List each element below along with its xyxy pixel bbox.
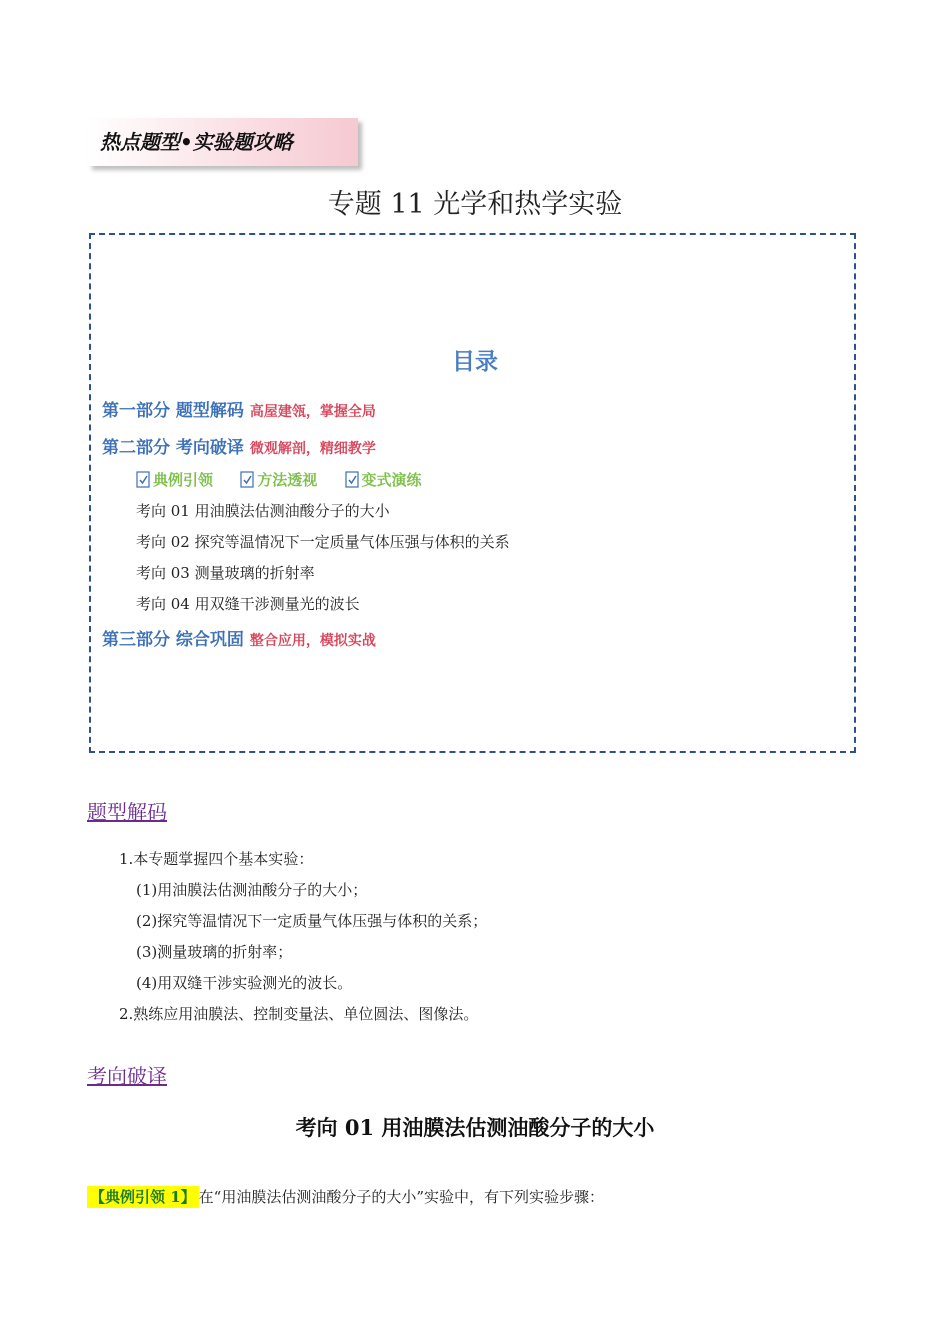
toc-part-sub: 整合应用，模拟实战	[249, 633, 376, 649]
body-line: (1)用油膜法估测油酸分子的大小；	[136, 881, 368, 899]
document-check-icon	[240, 471, 255, 488]
toc-part-head: 第三部分 综合巩固	[102, 630, 244, 650]
toc-tag-label: 变式演练	[361, 471, 422, 489]
toc-part-head: 第二部分 考向破译	[102, 438, 244, 458]
toc-part-sub: 微观解剖，精细教学	[249, 441, 376, 457]
toc-part-head: 第一部分 题型解码	[102, 401, 244, 421]
toc-tags	[136, 469, 444, 490]
toc-tag	[345, 469, 422, 490]
example-paragraph	[87, 1186, 604, 1207]
example-tag: 【典例引领 1】	[87, 1186, 199, 1208]
section-heading-decode[interactable]: 题型解码	[87, 800, 167, 824]
toc-item[interactable]: 考向 03 测量玻璃的折射率	[136, 564, 315, 582]
toc-tag-label: 方法透视	[257, 471, 318, 489]
toc-part-sub: 高屋建瓴，掌握全局	[249, 404, 376, 420]
toc-part-1[interactable]	[102, 396, 376, 421]
toc-item[interactable]: 考向 04 用双缝干涉测量光的波长	[136, 595, 360, 613]
body-line: 2.熟练应用油膜法、控制变量法、单位圆法、图像法。	[119, 1005, 479, 1023]
example-text: 在“用油膜法估测油酸分子的大小”实验中，有下列实验步骤：	[198, 1188, 605, 1206]
body-line: (3)测量玻璃的折射率；	[136, 943, 293, 961]
banner-text: 热点题型•实验题攻略	[100, 130, 293, 154]
toc-item[interactable]: 考向 02 探究等温情况下一定质量气体压强与体积的关系	[136, 533, 510, 551]
toc-title: 目录	[452, 349, 498, 375]
toc-part-2[interactable]	[102, 433, 376, 458]
document-check-icon	[136, 471, 151, 488]
toc-item[interactable]: 考向 01 用油膜法估测油酸分子的大小	[136, 502, 390, 520]
body-line: (4)用双缝干涉实验测光的波长。	[136, 974, 353, 992]
toc-tag	[136, 469, 213, 490]
toc-frame	[89, 233, 856, 753]
section-heading-breakdown[interactable]: 考向破译	[87, 1064, 167, 1088]
subsection-title: 考向 01 用油膜法估测油酸分子的大小	[295, 1115, 655, 1140]
document-check-icon	[345, 471, 360, 488]
toc-tag	[240, 469, 317, 490]
body-line: (2)探究等温情况下一定质量气体压强与体积的关系；	[136, 912, 488, 930]
topic-banner	[88, 118, 358, 166]
body-line: 1.本专题掌握四个基本实验：	[119, 850, 314, 868]
toc-part-3[interactable]	[102, 625, 376, 650]
page-title: 专题 11 光学和热学实验	[327, 189, 623, 220]
toc-tag-label: 典例引领	[153, 471, 214, 489]
